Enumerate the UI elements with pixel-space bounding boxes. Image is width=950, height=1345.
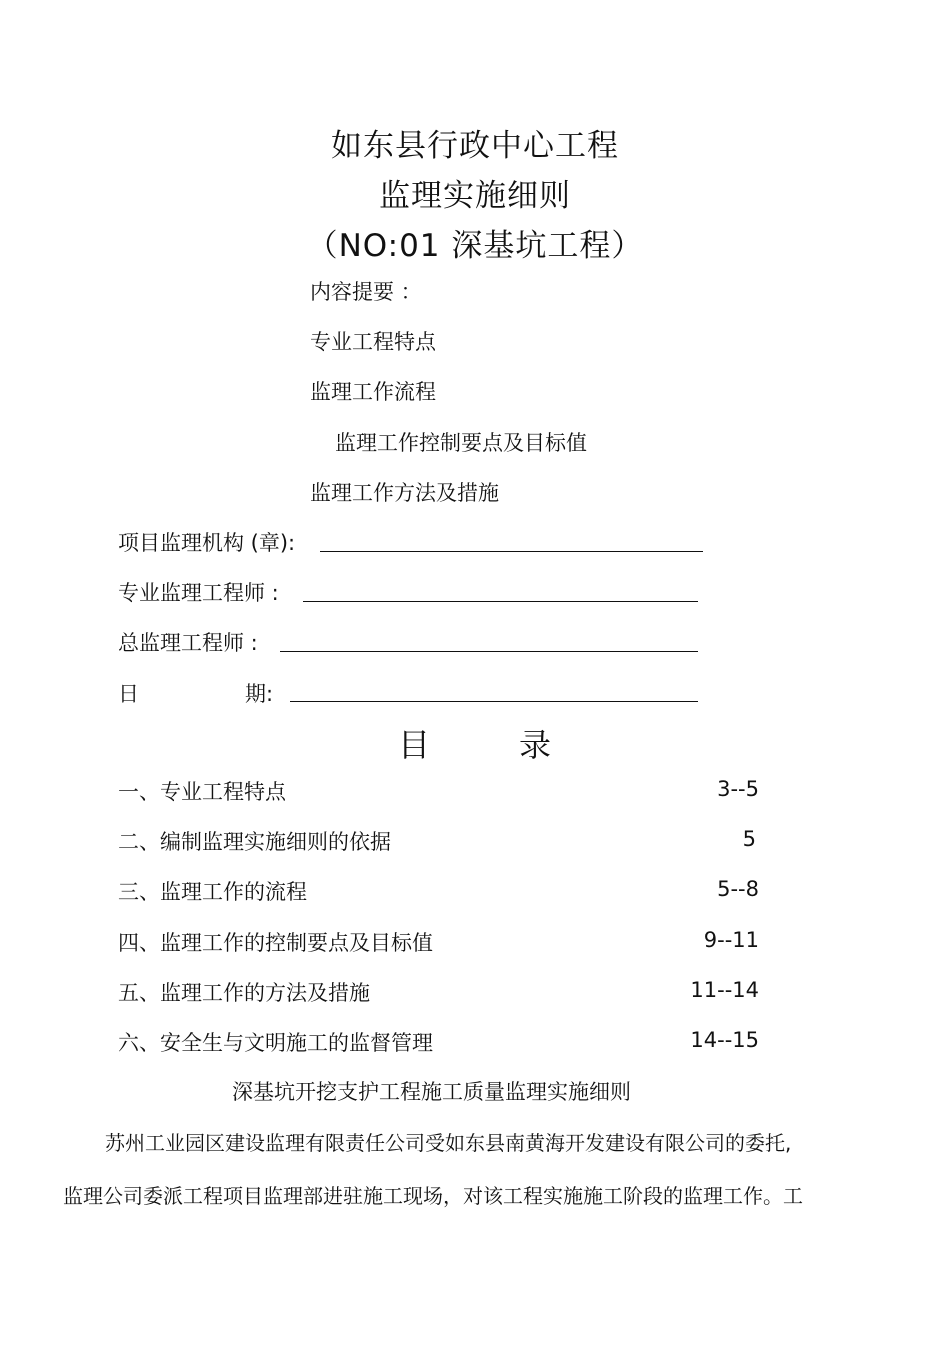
toc-entry-label: 六、安全生与文明施工的监督管理 bbox=[118, 1031, 433, 1055]
date-label-right: 期: bbox=[245, 682, 274, 706]
toc-entry-label: 四、监理工作的控制要点及目标值 bbox=[118, 931, 433, 955]
toc-entry-label: 五、监理工作的方法及措施 bbox=[118, 981, 370, 1005]
summary-item: 监理工作方法及措施 bbox=[310, 481, 499, 505]
summary-heading: 内容提要 ： bbox=[310, 280, 422, 304]
body-paragraph-line: 监理公司委派工程项目监理部进驻施工现场，对该工程实施施工阶段的监理工作。工 bbox=[63, 1184, 803, 1208]
supervision-agency-label: 项目监理机构 (章): bbox=[118, 531, 296, 555]
toc-entry-pages: 5--8 bbox=[717, 877, 759, 901]
toc-entry-pages: 3--5 bbox=[717, 777, 759, 801]
toc-heading-left: 目 bbox=[398, 726, 431, 764]
specialty-engineer-field[interactable] bbox=[303, 601, 698, 602]
date-field[interactable] bbox=[290, 701, 698, 702]
summary-item: 监理工作流程 bbox=[310, 380, 436, 404]
toc-entry-pages: 9--11 bbox=[703, 928, 759, 952]
toc-heading-right: 录 bbox=[519, 726, 552, 764]
summary-item: 专业工程特点 bbox=[310, 330, 436, 354]
toc-entry-label: 二、编制监理实施细则的依据 bbox=[118, 830, 391, 854]
cover-document-number: （NO:01 深基坑工程） bbox=[306, 228, 644, 264]
toc-entry-label: 三、监理工作的流程 bbox=[118, 880, 307, 904]
toc-entry-pages: 5 bbox=[742, 827, 756, 851]
toc-entry-pages: 11--14 bbox=[690, 978, 759, 1002]
body-paragraph-line: 苏州工业园区建设监理有限责任公司受如东县南黄海开发建设有限公司的委托, bbox=[105, 1131, 792, 1155]
cover-title: 如东县行政中心工程 bbox=[331, 128, 619, 164]
date-label-left: 日 bbox=[118, 682, 139, 706]
section-title: 深基坑开挖支护工程施工质量监理实施细则 bbox=[232, 1080, 631, 1104]
chief-engineer-field[interactable] bbox=[280, 651, 698, 652]
chief-engineer-label: 总监理工程师 : bbox=[118, 631, 258, 655]
specialty-engineer-label: 专业监理工程师 : bbox=[118, 581, 279, 605]
summary-item: 监理工作控制要点及目标值 bbox=[335, 431, 587, 455]
supervision-agency-field[interactable] bbox=[320, 551, 703, 552]
toc-entry-label: 一、专业工程特点 bbox=[118, 780, 286, 804]
toc-entry-pages: 14--15 bbox=[690, 1028, 759, 1052]
cover-subtitle: 监理实施细则 bbox=[379, 178, 571, 214]
